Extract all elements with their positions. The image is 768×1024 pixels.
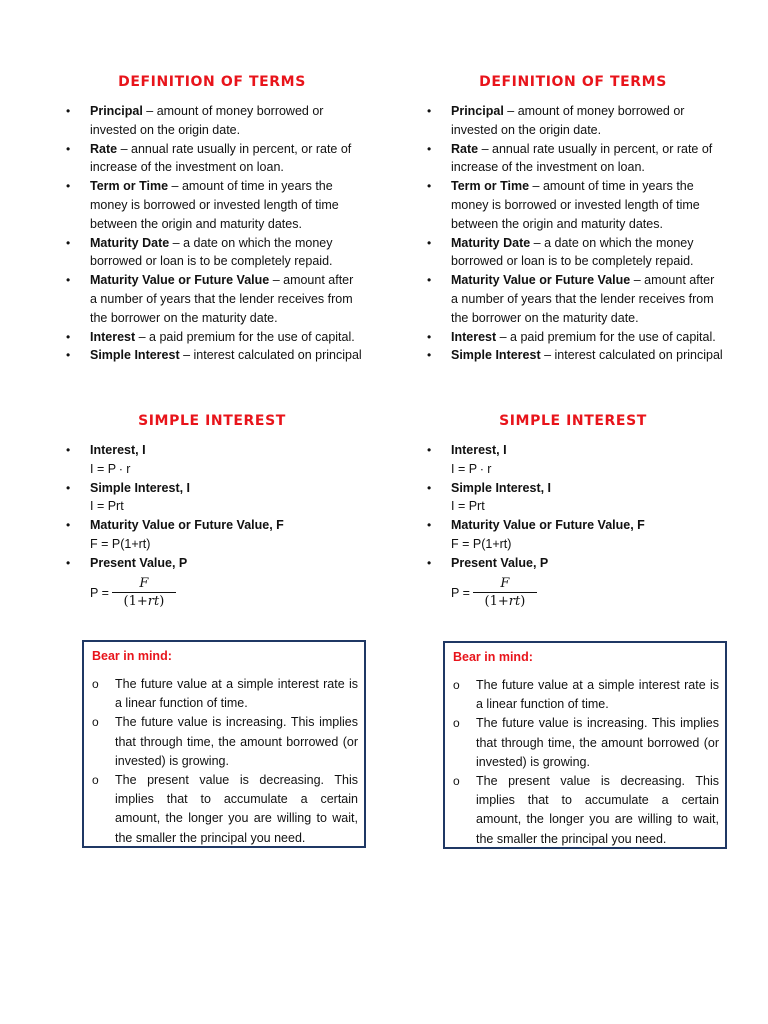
formula-lhs: P = — [451, 585, 470, 600]
definitions-heading: DEFINITION OF TERMS — [118, 74, 306, 90]
term: Interest — [90, 329, 136, 344]
formula-label: Present Value, P — [90, 555, 188, 570]
bullet-icon: • — [66, 141, 71, 156]
list-item — [423, 346, 723, 365]
term: Simple Interest — [451, 348, 541, 363]
definition: – a paid premium for the use of capital. — [496, 329, 716, 344]
circle-bullet-icon: o — [453, 774, 460, 789]
bullet-icon: • — [427, 179, 432, 194]
formula-list — [423, 441, 723, 611]
circle-bullet-icon: o — [453, 678, 460, 692]
bullet-icon: • — [66, 104, 71, 118]
list-item — [423, 516, 723, 554]
simple-interest-heading: SIMPLE INTEREST — [138, 413, 286, 429]
definition: – amount of time in years the money is borrowed or invested length of time between the origin and maturity dates. — [90, 179, 339, 231]
bullet-icon: • — [66, 273, 71, 288]
formula-label: Interest, I — [90, 443, 146, 457]
bullet-icon: • — [427, 141, 432, 156]
list-item — [62, 346, 362, 365]
list-item — [62, 516, 362, 554]
formula-label: Maturity Value or Future Value, F — [451, 518, 645, 533]
formula: I = P ∙ r — [451, 461, 492, 476]
list-item: o The future value at a simple interest rate is a linear function of time. — [453, 678, 719, 712]
circle-bullet-icon: o — [453, 716, 460, 731]
bear-in-mind-list — [92, 675, 358, 848]
bullet-icon: • — [427, 555, 432, 570]
term: Simple Interest — [90, 348, 180, 363]
bear-in-mind-list — [453, 676, 719, 849]
list-item — [62, 140, 362, 178]
list-item: o The future value is increasing. This implies that through time, the amount borrowed (or invested) is growing. — [453, 716, 719, 769]
definition: – interest calculated on principal — [540, 348, 723, 363]
fraction — [473, 576, 537, 611]
definition: – a date on which the money borrowed or loan is to be completely repaid. — [451, 235, 694, 269]
bullet-icon: • — [427, 329, 432, 344]
bullet-icon: • — [66, 179, 71, 194]
definition: – a paid premium for the use of capital. — [135, 329, 355, 344]
bullet-icon: • — [427, 443, 432, 457]
bullet-icon: • — [427, 273, 432, 288]
list-item — [423, 177, 723, 233]
list-item — [423, 441, 723, 479]
bullet-icon: • — [66, 480, 71, 495]
list-item: o The present value is decreasing. This implies that to accumulate a certain amount, the longer you are willing to wait, the smaller the principal you need. — [92, 773, 358, 845]
term: Rate — [451, 141, 479, 156]
term: Interest — [451, 329, 497, 344]
simple-interest-heading: SIMPLE INTEREST — [499, 413, 647, 429]
term: Principal — [451, 104, 504, 118]
list-item — [423, 328, 723, 347]
term: Maturity Value or Future Value — [90, 273, 270, 288]
definition: – interest calculated on principal — [179, 348, 362, 363]
denominator: (1+rt) — [123, 593, 165, 609]
bear-in-mind-title: Bear in mind: — [453, 650, 533, 664]
bear-in-mind-box — [82, 640, 366, 848]
list-item — [62, 328, 362, 347]
list-item — [423, 271, 723, 327]
formula-label: Interest, I — [451, 443, 507, 457]
bullet-icon: • — [66, 443, 71, 457]
list-item — [423, 102, 723, 140]
formula: F = P(1+rt) — [90, 536, 151, 551]
term: Term or Time — [90, 179, 169, 194]
bullet-icon: • — [427, 235, 432, 250]
fraction — [112, 576, 176, 611]
denominator: (1+rt) — [484, 593, 526, 609]
circle-bullet-icon: o — [92, 773, 99, 788]
definition: – amount of time in years the money is borrowed or invested length of time between the origin and maturity dates. — [451, 179, 700, 231]
definition: – amount of money borrowed or invested on the origin date. — [90, 104, 324, 137]
list-item — [62, 177, 362, 233]
list-item: o The future value is increasing. This implies that through time, the amount borrowed (or invested) is growing. — [92, 715, 358, 768]
bear-in-mind-title: Bear in mind: — [92, 649, 172, 663]
bullet-icon: • — [427, 518, 432, 533]
list-item — [62, 234, 362, 272]
circle-bullet-icon: o — [92, 715, 99, 730]
present-value-formula — [90, 576, 362, 611]
definition: – amount after a number of years that the lender receives from the borrower on the maturity date. — [451, 273, 715, 325]
list-item — [423, 140, 723, 178]
bullet-icon: • — [66, 235, 71, 250]
bullet-icon: • — [427, 348, 432, 363]
list-item — [62, 441, 362, 479]
list-item: o The future value at a simple interest rate is a linear function of time. — [92, 677, 358, 711]
list-item — [62, 102, 362, 140]
list-item — [62, 554, 362, 611]
term: Maturity Date — [90, 235, 170, 250]
circle-bullet-icon: o — [92, 677, 99, 691]
bullet-icon: • — [66, 348, 71, 363]
formula-label: Simple Interest, I — [451, 480, 552, 495]
definition: – a date on which the money borrowed or loan is to be completely repaid. — [90, 235, 333, 269]
bullet-icon: • — [66, 329, 71, 344]
definition: – amount of money borrowed or invested on the origin date. — [451, 104, 685, 137]
list-item — [423, 479, 723, 517]
list-item — [423, 554, 723, 611]
formula-label: Present Value, P — [451, 555, 549, 570]
formula: F = P(1+rt) — [451, 536, 512, 551]
definitions-list — [62, 102, 362, 365]
definition: – amount after a number of years that the lender receives from the borrower on the maturity date. — [90, 273, 354, 325]
bullet-icon: • — [427, 104, 432, 118]
formula: I = Prt — [451, 499, 485, 514]
term: Rate — [90, 141, 118, 156]
bullet-icon: • — [427, 480, 432, 495]
formula: I = P ∙ r — [90, 461, 131, 476]
term: Term or Time — [451, 179, 530, 194]
formula-label: Simple Interest, I — [90, 480, 191, 495]
present-value-formula — [451, 576, 723, 611]
bullet-icon: • — [66, 555, 71, 570]
term: Maturity Date — [451, 235, 531, 250]
term: Principal — [90, 104, 143, 118]
list-item — [62, 271, 362, 327]
definition: – annual rate usually in percent, or rate of increase of the investment on loan. — [90, 141, 352, 175]
formula-label: Maturity Value or Future Value, F — [90, 518, 284, 533]
formula: I = Prt — [90, 499, 124, 514]
formula-lhs: P = — [90, 585, 109, 600]
definition: – annual rate usually in percent, or rate of increase of the investment on loan. — [451, 141, 713, 175]
definitions-heading: DEFINITION OF TERMS — [479, 74, 667, 90]
list-item — [62, 479, 362, 517]
definitions-list — [423, 102, 723, 365]
term: Maturity Value or Future Value — [451, 273, 631, 288]
numerator: F — [500, 575, 510, 591]
formula-list — [62, 441, 362, 611]
bullet-icon: • — [66, 518, 71, 533]
bear-in-mind-box — [443, 641, 727, 849]
list-item: o The present value is decreasing. This implies that to accumulate a certain amount, the longer you are willing to wait, the smaller the principal you need. — [453, 774, 719, 846]
list-item — [423, 234, 723, 272]
numerator: F — [139, 575, 149, 591]
